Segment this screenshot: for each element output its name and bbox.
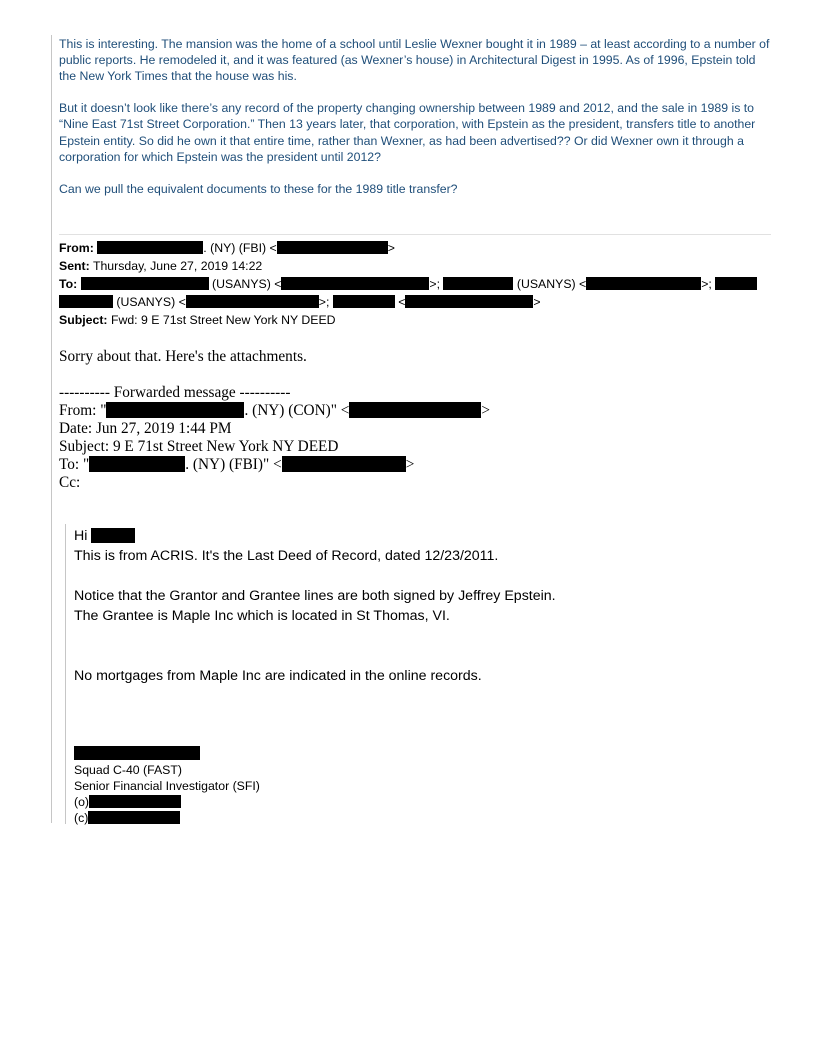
message-line: This is from ACRIS. It's the Last Deed of Record, dated 12/23/2011. (74, 548, 499, 564)
commentary-paragraph: But it doesn’t look like there’s any record of the property changing ownership between 1989 and 2012, and the sale in 1989 is to “Nine East 71st Street Corporation.” Then 13 years later, that corporation, with Epstein as the president, transfers title to another Epstein entity. So did he own it that entire time, rather than Wexner, as had been advertised?? Or did Wexner own it through a corporation for which Epstein was the president until 2012? (59, 101, 756, 164)
forwarded-cc: Cc: (59, 474, 81, 491)
signature-title: Senior Financial Investigator (SFI) (74, 779, 260, 793)
sorry-line: Sorry about that. Here's the attachments. (59, 348, 307, 365)
commentary (59, 36, 775, 213)
forwarded-to-close: > (405, 456, 415, 473)
redaction (333, 295, 395, 308)
forwarded-from-suffix: . (NY) (CON)" < (244, 402, 350, 419)
to-label: To: (59, 277, 78, 291)
from-suffix: . (NY) (FBI) < (203, 241, 277, 255)
forwarded-subject: Subject: 9 E 71st Street New York NY DEED (59, 438, 339, 455)
subject-value: Fwd: 9 E 71st Street New York NY DEED (110, 313, 336, 327)
redaction (586, 277, 701, 290)
to-gt: > (533, 295, 541, 309)
redaction (106, 402, 244, 418)
to-row-continued (59, 293, 771, 311)
redaction (349, 402, 481, 418)
redaction (91, 528, 135, 543)
forwarded-to (59, 456, 759, 474)
to-recipient-org: (USANYS) < (208, 277, 282, 291)
commentary-paragraph: Can we pull the equivalent documents to these for the 1989 title transfer? (59, 181, 458, 196)
from-row (59, 239, 771, 257)
redaction (74, 746, 200, 760)
message-line: No mortgages from Maple Inc are indicated in the online records. (74, 668, 482, 684)
signature-name (74, 746, 474, 762)
forwarded-date: Date: Jun 27, 2019 1:44 PM (59, 420, 232, 437)
redaction (81, 277, 209, 290)
forwarded-banner: ---------- Forwarded message ---------- (59, 384, 291, 401)
header-divider (59, 234, 771, 235)
sent-value: Thursday, June 27, 2019 14:22 (92, 259, 263, 273)
forwarded-from-close: > (481, 402, 491, 419)
quote-rule (51, 35, 52, 823)
forwarded-message (59, 384, 759, 492)
to-recipient-org: (USANYS) < (513, 277, 587, 291)
redaction (405, 295, 533, 308)
redaction (186, 295, 319, 308)
redaction (59, 295, 113, 308)
signature-cell-phone (74, 810, 474, 826)
cell-label: (c) (74, 811, 89, 825)
from-close: > (387, 241, 395, 255)
message-line: The Grantee is Maple Inc which is located in St Thomas, VI. (74, 608, 450, 624)
redaction (88, 811, 180, 824)
email-header (59, 239, 771, 329)
redaction (89, 456, 185, 472)
redaction (277, 241, 388, 254)
forwarded-from (59, 402, 759, 420)
redaction (281, 277, 429, 290)
forwarded-to-suffix: . (NY) (FBI)" < (185, 456, 282, 473)
redaction (89, 795, 181, 808)
inner-quote-rule (65, 524, 66, 824)
to-row (59, 275, 771, 293)
greeting-text: Hi (74, 528, 88, 544)
redaction (443, 277, 513, 290)
sent-row (59, 257, 771, 275)
signature-squad: Squad C-40 (FAST) (74, 763, 182, 777)
redaction (282, 456, 406, 472)
commentary-paragraph: This is interesting. The mansion was the home of a school until Leslie Wexner bought it in 1989 – at least according to a number of public reports. He remodeled it, and it was featured (as Wexner’s house) in Architectural Digest in 1995. As of 1996, Epstein told the New York Times that the house was his. (59, 37, 770, 84)
redaction (715, 277, 757, 290)
to-separator: >; (429, 277, 444, 291)
office-label: (o) (74, 795, 90, 809)
to-lt: < (394, 295, 406, 309)
greeting (74, 526, 764, 546)
signature-office-phone (74, 794, 474, 810)
to-recipient-org: (USANYS) < (113, 295, 186, 309)
message-line: Notice that the Grantor and Grantee lines are both signed by Jeffrey Epstein. (74, 588, 556, 604)
from-label: From: (59, 241, 94, 255)
to-separator: >; (701, 277, 716, 291)
to-separator: >; (318, 295, 333, 309)
signature-block (74, 746, 474, 826)
subject-label: Subject: (59, 313, 108, 327)
redaction (97, 241, 203, 254)
forwarded-to-label: To: " (59, 456, 90, 473)
forwarded-from-label: From: " (59, 402, 107, 419)
sent-label: Sent: (59, 259, 90, 273)
subject-row (59, 311, 771, 329)
inner-message (74, 526, 764, 686)
